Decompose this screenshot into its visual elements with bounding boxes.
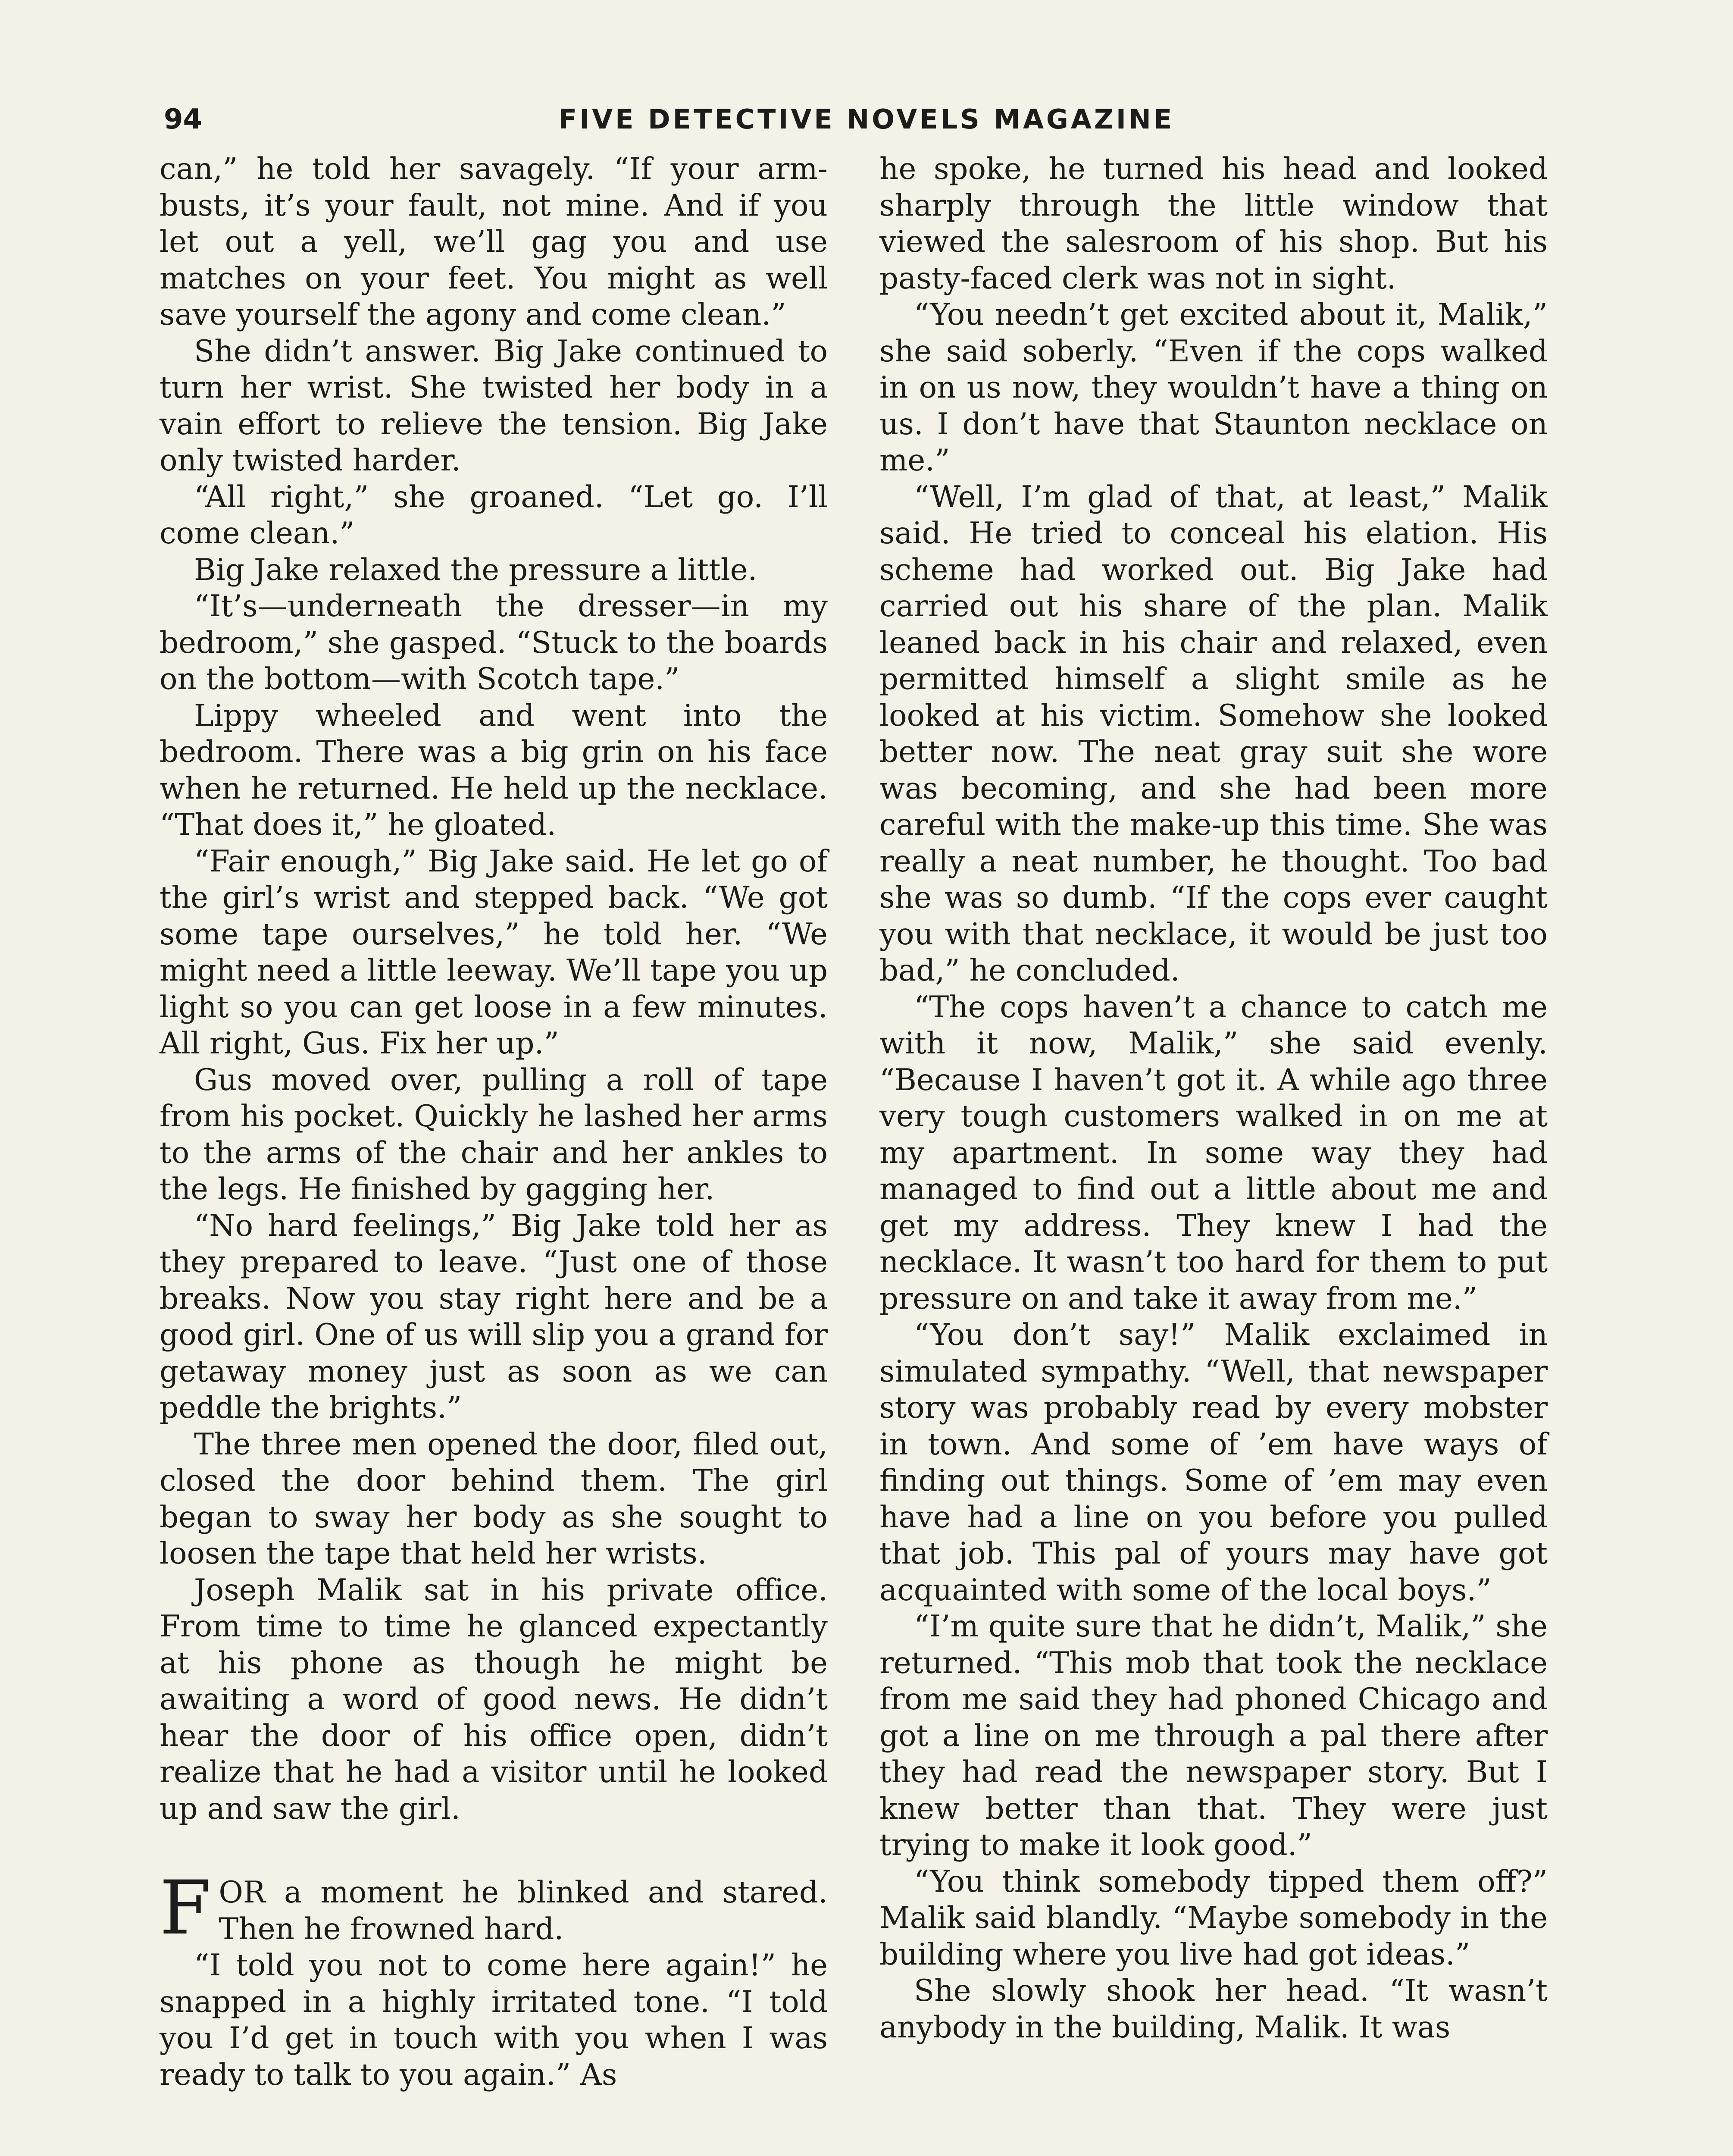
- right-column: [879, 151, 1548, 2046]
- paragraph: “No hard feelings,” Big Jake told her as they prepared to leave. “Just one of those breaks. Now you stay right here and be a good girl. One of us will slip you a grand for getaway money just as soon as we can peddle the brights.”: [160, 1208, 828, 1425]
- paragraph: “You don’t say!” Malik exclaimed in simulated sympathy. “Well, that newspaper story was probably read by every mobster in town. And some of ’em have ways of finding out things. Some of ’em may even have had a line on you before you pulled that job. This pal of yours may have got acquainted with some of the local boys.”: [879, 1318, 1548, 1608]
- paragraph: Gus moved over, pulling a roll of tape from his pocket. Quickly he lashed her arms to the arms of the chair and her ankles to the legs. He finished by gagging her.: [160, 1062, 828, 1206]
- paragraph: The three men opened the door, filed out, closed the door behind them. The girl began to sway her body as she sought to loosen the tape that held her wrists.: [160, 1427, 828, 1571]
- paragraph: he spoke, he turned his head and looked sharply through the little window that viewed the salesroom of his shop. But his pasty-faced clerk was not in sight.: [879, 152, 1548, 296]
- paragraph: “You needn’t get excited about it, Malik,” she said soberly. “Even if the cops walked in on us now, they wouldn’t have a thing on us. I don’t have that Staunton necklace on me.”: [879, 298, 1548, 478]
- paragraph: Joseph Malik sat in his private office. From time to time he glanced expectantly at his phone as though he might be awaiting a word of good news. He didn’t hear the door of his office open, didn’t realize that he had a visitor until he looked up and saw the girl.: [160, 1573, 828, 1826]
- running-title: FIVE DETECTIVE NOVELS MAGAZINE: [558, 103, 1175, 135]
- paragraph: “I told you not to come here again!” he snapped in a highly irritated tone. “I told you I’d get in touch with you when I was ready to talk to you again.” As: [160, 1948, 828, 2092]
- paragraph: “Fair enough,” Big Jake said. He let go of the girl’s wrist and stepped back. “We got some tape ourselves,” he told her. “We might need a little leeway. We’ll tape you up light so you can get loose in a few minutes. All right, Gus. Fix her up.”: [160, 844, 828, 1061]
- paragraph: Big Jake relaxed the pressure a little.: [194, 552, 757, 587]
- paragraph: “I’m quite sure that he didn’t, Malik,” she returned. “This mob that took the necklace from me said they had phoned Chicago and got a line on me through a pal there after they had read the newspaper story. But I knew better than that. They were just trying to make it look good.”: [879, 1609, 1548, 1862]
- paragraph: Lippy wheeled and went into the bedroom. There was a big grin on his face when he returned. He held up the necklace. “That does it,” he gloated.: [160, 698, 828, 842]
- paragraph: can,” he told her savagely. “If your arm-busts, it’s your fault, not mine. And if you let out a yell, we’ll gag you and use matches on your feet. You might as well save yourself the agony and come clean.”: [160, 152, 828, 332]
- page-header: [164, 103, 1569, 151]
- paragraph: “All right,” she groaned. “Let go. I’ll come clean.”: [160, 479, 828, 551]
- dropcap-paragraph: [160, 1865, 828, 1951]
- page-number: 94: [164, 103, 203, 135]
- drop-cap: F: [160, 1865, 211, 1951]
- paragraph: “It’s—underneath the dresser—in my bedroom,” she gasped. “Stuck to the boards on the bottom—with Scotch tape.”: [160, 589, 828, 696]
- paragraph: “Well, I’m glad of that, at least,” Malik said. He tried to conceal his elation. His scheme had worked out. Big Jake had carried out his share of the plan. Malik leaned back in his chair and relaxed, even permitted himself a slight smile as he looked at his victim. Somehow she looked better now. The neat gray suit she wore was becoming, and she had been more careful with the make-up this time. She was really a neat number, he thought. Too bad she was so dumb. “If the cops ever caught you with that necklace, it would be just too bad,” he concluded.: [879, 479, 1548, 988]
- section-break: [160, 1827, 828, 1874]
- paragraph: She didn’t answer. Big Jake continued to turn her wrist. She twisted her body in a vain effort to relieve the tension. Big Jake only twisted harder.: [160, 334, 828, 478]
- dropcap-paragraph-text: OR a moment he blinked and stared. Then he frowned hard.: [219, 1875, 828, 1946]
- paragraph: “The cops haven’t a chance to catch me with it now, Malik,” she said evenly. “Because I haven’t got it. A while ago three very tough customers walked in on me at my apartment. In some way they had managed to find out a little about me and get my address. They knew I had the necklace. It wasn’t too hard for them to put pressure on and take it away from me.”: [879, 990, 1548, 1316]
- paragraph: “You think somebody tipped them off?” Malik said blandly. “Maybe somebody in the building where you live had got ideas.”: [879, 1864, 1548, 1972]
- paragraph: She slowly shook her head. “It wasn’t anybody in the building, Malik. It was: [879, 1974, 1548, 2045]
- left-column: [160, 151, 828, 2093]
